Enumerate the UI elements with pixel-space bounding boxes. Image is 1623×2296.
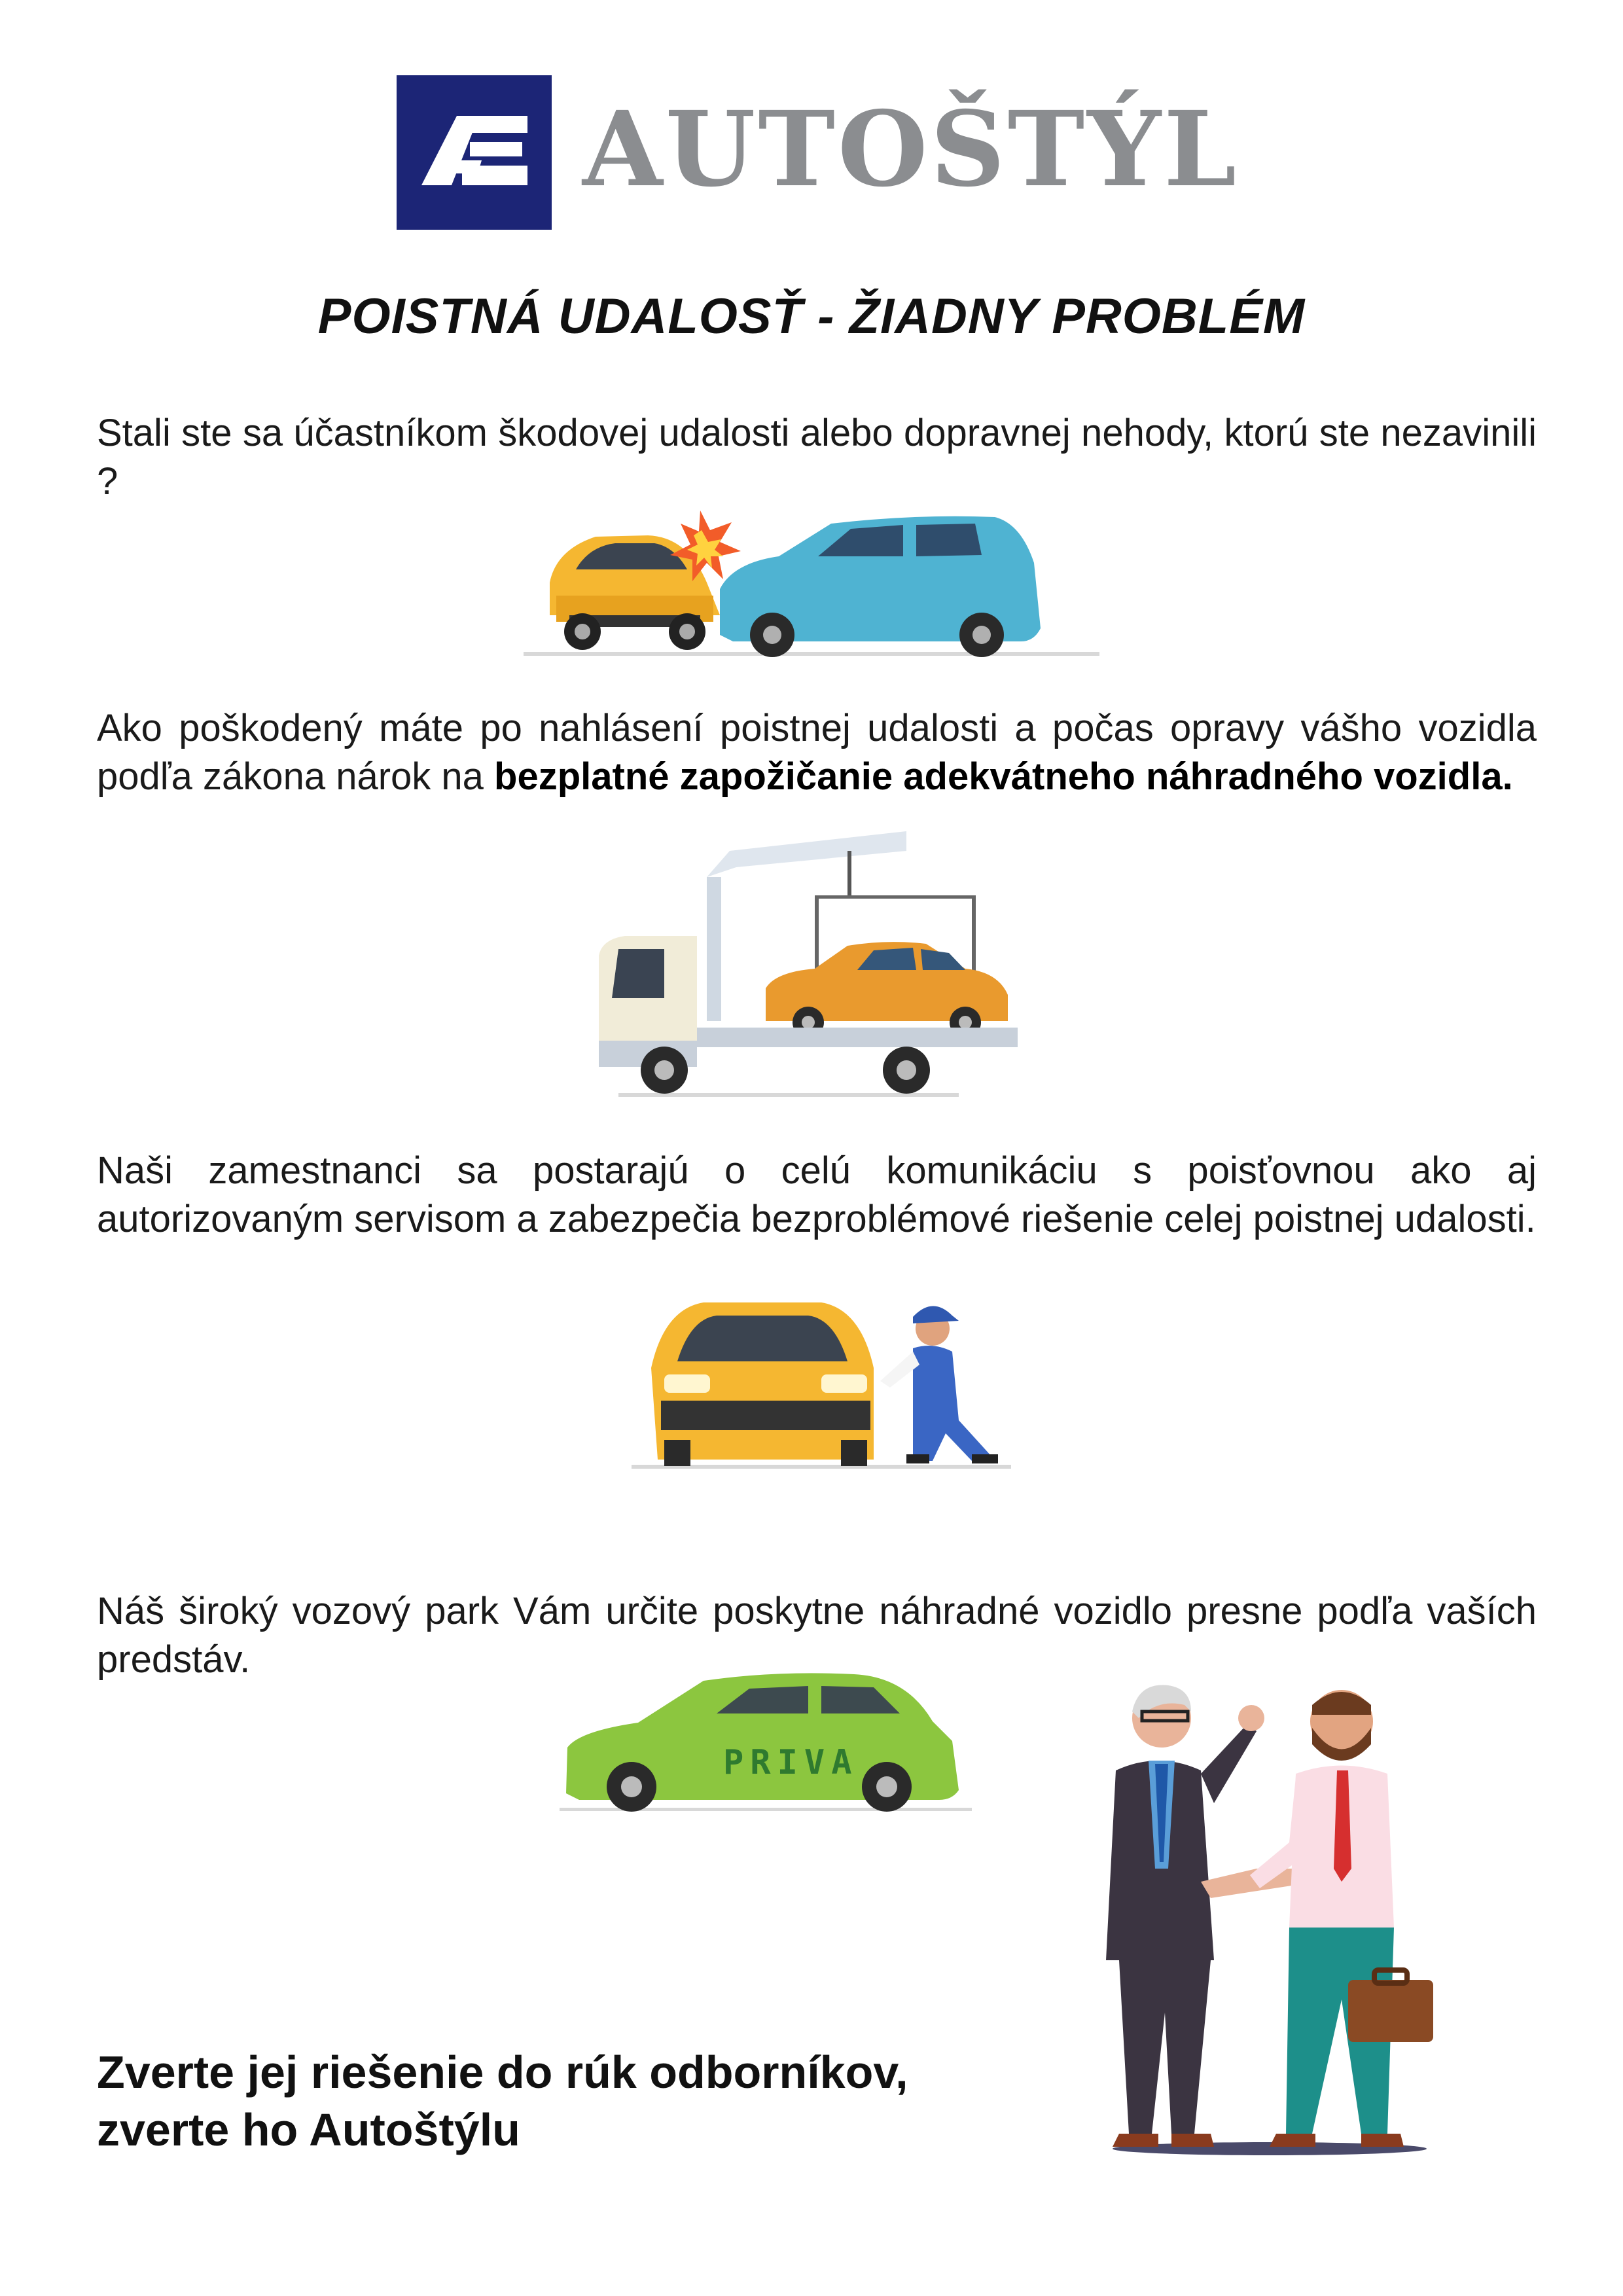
paragraph-fleet: Náš široký vozový park Vám určite poskytne náhradné vozidlo presne podľa vaších predstáv. (97, 1590, 1537, 1681)
page-title: POISTNÁ UDALOSŤ - ŽIADNY PROBLÉM (317, 289, 1306, 344)
brand-name: AUTOŠTÝL (582, 89, 1240, 210)
closing-line-1: Zverte jej riešenie do rúk odborníkov, (97, 2047, 908, 2098)
paragraph-communication: Naši zamestnanci sa postarajú o celú komunikáciu s poisťovnou ako aj autorizovaným servisom a zabezpečia bezproblémové riešenie celej poistnej udalosti. (97, 1149, 1537, 1240)
handshake-illustration (1080, 1672, 1453, 2157)
paragraph-accident: Stali ste sa účastníkom škodovej udalosti alebo dopravnej nehody, ktorú ste nezavinili ? (97, 412, 1537, 503)
car-crash-illustration (524, 484, 1113, 661)
rental-car-illustration (560, 1662, 978, 1816)
rights-text: Ako poškodený máte po nahlásení poistnej udalosti a počas opravy vášho vozidla podľa zákona nárok na (97, 707, 1537, 798)
paragraph-rights (97, 704, 1537, 801)
closing-line-2: zverte ho Autoštýlu (97, 2104, 520, 2155)
logo-mark (397, 75, 552, 230)
rights-highlight: bezplatné zapožičanie adekvátneho náhradného vozidla. (494, 755, 1513, 798)
car-side-lettering: PRIVA (723, 1743, 859, 1782)
tow-truck-illustration (599, 831, 1031, 1100)
closing-statement (97, 2043, 908, 2159)
mechanic-repair-illustration (625, 1289, 1018, 1473)
